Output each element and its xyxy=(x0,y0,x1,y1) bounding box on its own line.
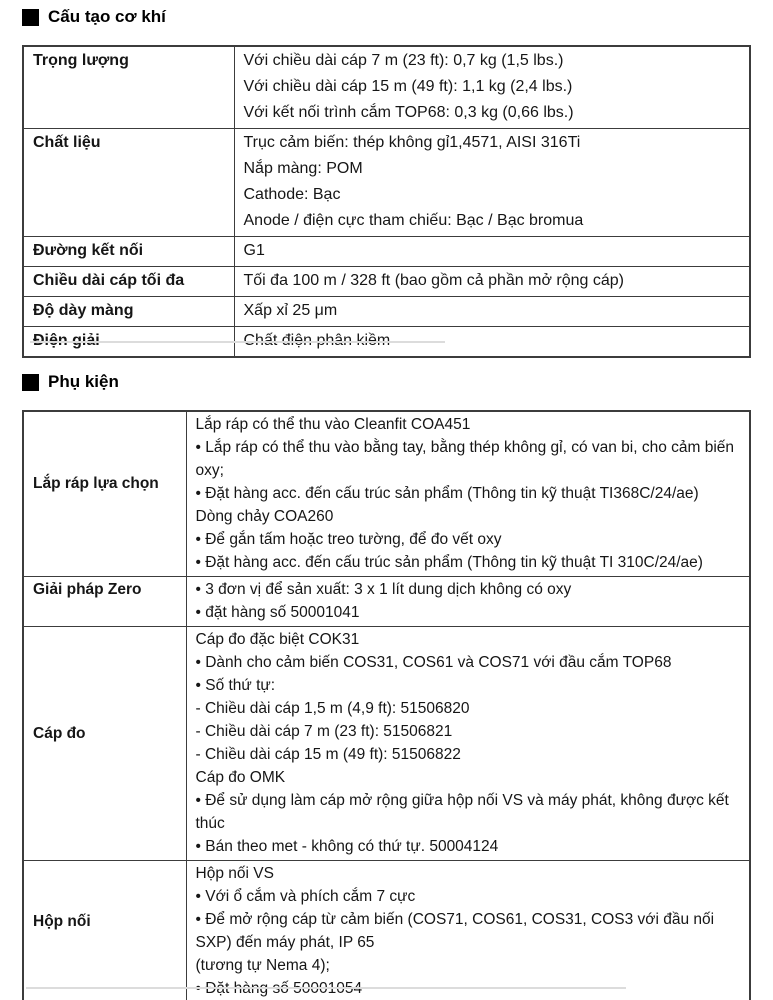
scan-shadow-line xyxy=(26,987,626,989)
section-title-text: Phụ kiện xyxy=(48,372,119,391)
square-bullet-icon xyxy=(22,374,39,391)
accessories-spec-table xyxy=(22,410,751,1000)
value-line: G1 xyxy=(243,242,265,259)
row-value xyxy=(234,297,750,327)
value-line: - Chiều dài cáp 15 m (49 ft): 51506822 xyxy=(195,746,461,763)
row-label-text: Lắp ráp lựa chọn xyxy=(33,475,159,492)
value-line: • Để gắn tấm hoặc treo tường, để đo vết oxy xyxy=(195,531,502,548)
table-row xyxy=(23,46,750,129)
row-value xyxy=(234,237,750,267)
row-label-text: Cáp đo xyxy=(33,724,86,742)
value-line: Với chiều dài cáp 15 m (49 ft): 1,1 kg (2,4 lbs.) xyxy=(243,78,573,95)
value-line: Tối đa 100 m / 328 ft (bao gồm cả phần mở rộng cáp) xyxy=(243,272,624,289)
table-row xyxy=(23,577,750,627)
value-line: • Để mở rộng cáp từ cảm biến (COS71, COS61, COS31, COS3 với đầu nối SXP) đến máy phát, IP 65 xyxy=(195,911,715,951)
value-line: Với chiều dài cáp 7 m (23 ft): 0,7 kg (1,5 lbs.) xyxy=(243,52,564,69)
row-label: Độ dày màng xyxy=(23,297,234,327)
value-line: Anode / điện cực tham chiếu: Bạc / Bạc bromua xyxy=(243,212,584,229)
value-line: • 3 đơn vị để sản xuất: 3 x 1 lít dung dịch không có oxy xyxy=(195,581,572,598)
value-line: Lắp ráp có thể thu vào Cleanfit COA451 xyxy=(195,416,471,433)
table-row xyxy=(23,411,750,577)
value-line: Cathode: Bạc xyxy=(243,186,341,203)
value-line: (tương tự Nema 4); xyxy=(195,957,330,974)
value-line: Hộp nối VS xyxy=(195,865,274,882)
value-line: - Chiều dài cáp 7 m (23 ft): 51506821 xyxy=(195,723,453,740)
section-title-text: Cấu tạo cơ khí xyxy=(48,7,166,26)
value-line: Trục cảm biến: thép không gỉ1,4571, AISI 316Ti xyxy=(243,134,581,151)
square-bullet-icon xyxy=(22,9,39,26)
value-line: Cáp đo đặc biệt COK31 xyxy=(195,631,360,648)
value-line: • Đặt hàng acc. đến cấu trúc sản phẩm (Thông tin kỹ thuật TI368C/24/ae) xyxy=(195,485,699,502)
value-line: • Với ổ cắm và phích cắm 7 cực xyxy=(195,888,416,905)
table-row xyxy=(23,627,750,861)
section-header-mechanical xyxy=(22,7,166,27)
table-row xyxy=(23,129,750,237)
row-label: Đường kết nối xyxy=(23,237,234,267)
value-line: • Dành cho cảm biến COS31, COS61 và COS71 với đầu cắm TOP68 xyxy=(195,654,672,671)
value-line: Xấp xỉ 25 μm xyxy=(243,302,338,319)
row-label: Chiều dài cáp tối đa xyxy=(23,267,234,297)
row-label xyxy=(23,577,186,627)
table-row xyxy=(23,267,750,297)
value-line: • Để sử dụng làm cáp mở rộng giữa hộp nối VS và máy phát, không được kết thúc xyxy=(195,792,729,832)
value-line: • Đặt hàng acc. đến cấu trúc sản phẩm (Thông tin kỹ thuật TI 310C/24/ae) xyxy=(195,554,703,571)
table-row xyxy=(23,861,750,1000)
row-value xyxy=(186,411,750,577)
row-label: Chất liệu xyxy=(23,129,234,237)
value-line: • đặt hàng số 50001041 xyxy=(195,604,360,621)
row-value xyxy=(234,129,750,237)
row-label-text: Giải pháp Zero xyxy=(33,581,142,598)
row-value xyxy=(186,577,750,627)
scan-shadow-line xyxy=(30,341,445,343)
table-row xyxy=(23,237,750,267)
value-line: • Lắp ráp có thể thu vào bằng tay, bằng thép không gỉ, có van bi, cho cảm biến oxy; xyxy=(195,439,735,479)
value-line: Cáp đo OMK xyxy=(195,769,286,786)
value-line: • Bán theo met - không có thứ tự. 50004124 xyxy=(195,838,499,855)
row-value xyxy=(186,861,750,1000)
value-line: Dòng chảy COA260 xyxy=(195,508,334,525)
value-line: • Số thứ tự: xyxy=(195,677,276,694)
mechanical-spec-table xyxy=(22,45,751,358)
value-line: - Chiều dài cáp 1,5 m (4,9 ft): 51506820 xyxy=(195,700,470,717)
table-row xyxy=(23,297,750,327)
row-value xyxy=(234,267,750,297)
row-label xyxy=(23,627,186,861)
row-value xyxy=(234,46,750,129)
row-value xyxy=(186,627,750,861)
row-label xyxy=(23,861,186,1000)
section-header-accessories xyxy=(22,372,119,392)
row-label: Trọng lượng xyxy=(23,46,234,129)
value-line: Nắp màng: POM xyxy=(243,160,363,177)
row-label-text: Hộp nối xyxy=(33,912,91,930)
row-label xyxy=(23,411,186,577)
value-line: Với kết nối trình cắm TOP68: 0,3 kg (0,66 lbs.) xyxy=(243,104,574,121)
